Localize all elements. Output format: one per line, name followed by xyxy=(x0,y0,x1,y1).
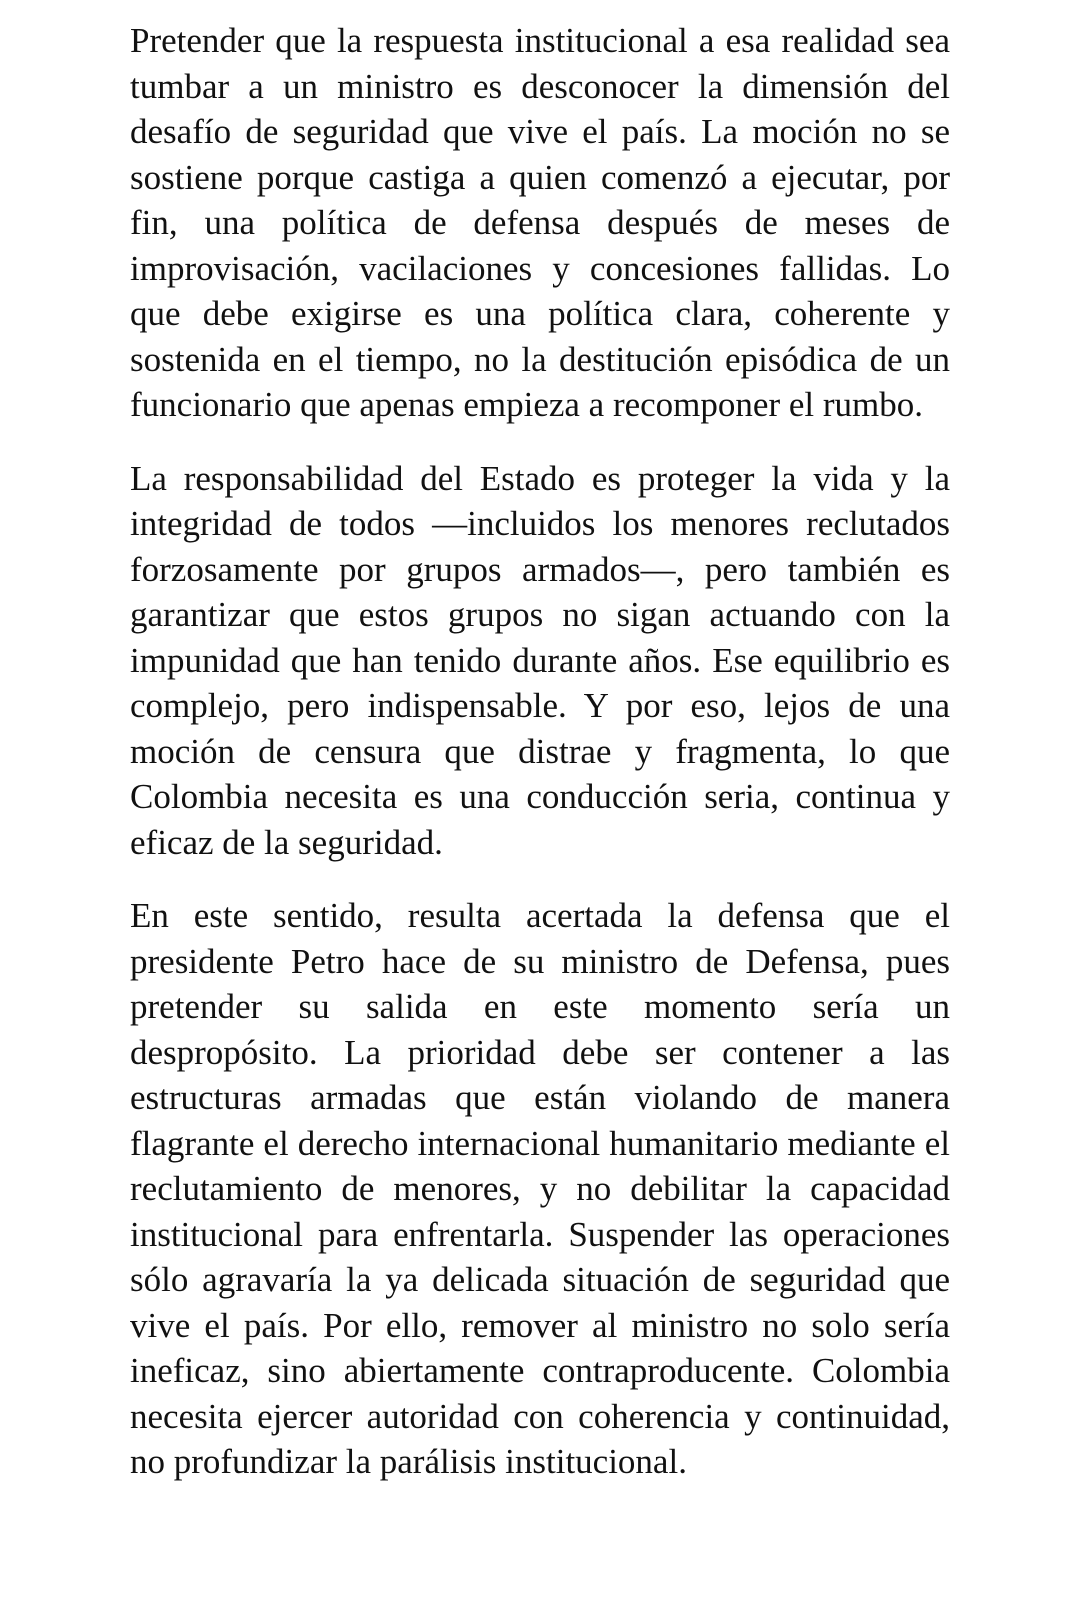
paragraph-1: Pretender que la respuesta institucional a esa realidad sea tumbar a un ministro es desconocer la dimensión del desafío de seguridad que vive el país. La moción no se sostiene porque castiga a quien comenzó a ejecutar, por fin, una política de defensa después de meses de improvisación, vacilaciones y concesiones fallidas. Lo que debe exigirse es una política clara, coherente y sostenida en el tiempo, no la destitución episódica de un funcionario que apenas empieza a recomponer el rumbo. xyxy=(130,21,950,424)
article-body xyxy=(130,18,950,1485)
paragraph-3: En este sentido, resulta acertada la defensa que el presidente Petro hace de su ministro de Defensa, pues pretender su salida en este momento sería un despropósito. La prioridad debe ser contener a las estructuras armadas que están violando de manera flagrante el derecho internacional humanitario mediante el reclutamiento de menores, y no debilitar la capacidad institucional para enfrentarla. Suspender las operaciones sólo agravaría la ya delicada situación de seguridad que vive el país. Por ello, remover al ministro no solo sería ineficaz, sino abiertamente contraproducente. Colombia necesita ejercer autoridad con coherencia y continuidad, no profundizar la parálisis institucional. xyxy=(130,896,950,1481)
paragraph-2: La responsabilidad del Estado es proteger la vida y la integridad de todos —incluidos los menores reclutados forzosamente por grupos armados—, pero también es garantizar que estos grupos no sigan actuando con la impunidad que han tenido durante años. Ese equilibrio es complejo, pero indispensable. Y por eso, lejos de una moción de censura que distrae y fragmenta, lo que Colombia necesita es una conducción seria, continua y eficaz de la seguridad. xyxy=(130,458,950,862)
